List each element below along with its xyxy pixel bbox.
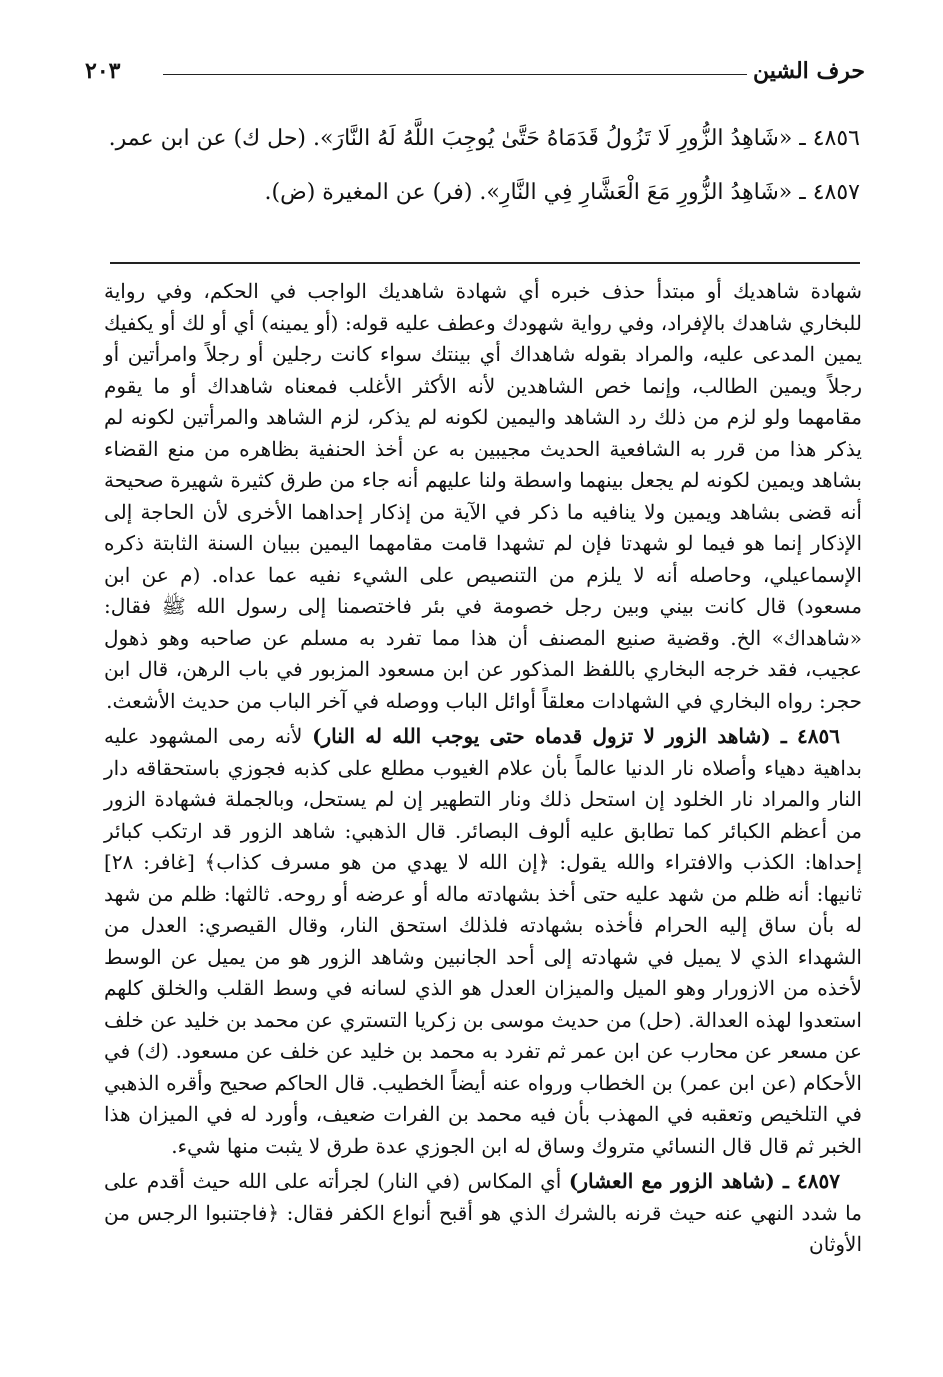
- section-divider: [110, 262, 860, 264]
- commentary-paragraph-3: [104, 1166, 862, 1261]
- commentary-paragraph-1: شهادة شاهديك أو مبتدأ حذف خبره أي شهادة شاهديك الواجب في الحكم، وفي رواية للبخاري شاهدك بالإفراد، وفي رواية شهودك وعطف عليه قوله: (أو يمينه) أي أو لك أو يكفيك يمين المدعى عليه، والمراد بقوله شاهداك أي بينتك سواء كانت رجلين أو رجلاً وامرأتين أو رجلاً ويمين الطالب، وإنما خص الشاهدين لأنه الأكثر الأغلب فمعناه شاهداك أو ما يقوم مقامهما ولو لزم من ذلك رد الشاهد واليمين لكونه لم يذكر، لزم الشاهد والمرأتين لكونه لم يذكر هذا من قرر به الشافعية الحديث مجيبين به عن أخذ الحنفية بظاهره من منع القضاء بشاهد ويمين لكونه لم يجعل بينهما واسطة ولنا عليهم أنه جاء من طرق كثيرة شهيرة صحيحة أنه قضى بشاهد ويمين ولا ينافيه ما ذكر في الآية من إذكار إحداهما الأخرى لأن الحاجة إلى الإذكار إنما هو فيما لو شهدتا فإن لم تشهدا قامت مقامهما اليمين ببيان السنة الثابتة ذكره الإسماعيلي، وحاصله أنه لا يلزم من التنصيص على الشيء نفيه عما عداه. (م عن ابن مسعود) قال كانت بيني وبين رجل خصومة في بئر فاختصمنا إلى رسول الله ﷺ فقال: «شاهداك» الخ. وقضية صنيع المصنف أن هذا مما تفرد به مسلم عن صاحبه وهو ذهول عجيب، فقد خرجه البخاري باللفظ المذكور عن ابن مسعود المزبور في باب الرهن، قال ابن حجر: رواه البخاري في الشهادات معلقاً أوائل الباب ووصله في آخر الباب من حديث الأشعث.: [104, 279, 862, 713]
- hadith-number: ٤٨٥٦ ـ: [799, 126, 860, 151]
- page-header: [85, 52, 865, 92]
- header-rule: [163, 74, 747, 75]
- commentary-heading-4856: ٤٨٥٦ ـ (شاهد الزور لا تزول قدماه حتى يوجب الله له النار): [312, 724, 840, 748]
- commentary-body-4857: أي المكاس (في النار) لجرأته على الله حيث أقدم على ما شدد النهي عنه حيث قرنه بالشرك الذي هو أقبح أنواع الكفر فقال: ﴿فاجتنبوا الرجس من الأوثان: [104, 1169, 862, 1256]
- page-number: ٢٠٣: [85, 58, 121, 84]
- commentary-body-4856: لأنه رمى المشهود عليه بداهية دهياء وأصلاه نار الدنيا عالماً بأن علام الغيوب مطلع على كذبه فجوزي باستحقاقه دار النار والمراد نار الخلود إن استحل ذلك ونار التطهير إن لم يستحل، وبالجملة فشهادة الزور من أعظم الكبائر كما تطابق عليه ألوف البصائر. قال الذهبي: شاهد الزور قد ارتكب كبائر إحداها: الكذب والافتراء والله يقول: ﴿إن الله لا يهدي من هو مسرف كذاب﴾ [غافر: ٢٨] ثانيها: أنه ظلم من شهد عليه حتى أخذ بشهادته ماله أو عرضه أو روحه. ثالثها: ظلم من شهد له بأن ساق إليه الحرام فأخذه بشهادته فلذلك استحق النار، وقال القيصري: العدل من الشهداء الذي لا يميل في شهادته إلى أحد الجانبين وشاهد الزور هو من يميل عن الوسط لأخذه من الازورار وهو الميل والميزان العدل هو الذي لسانه في وسط القلب والخلق كلهم استعدوا لهذه العدالة. (حل) من حديث موسى بن زكريا التستري عن محمد بن خليد عن خلف عن مسعر عن محارب عن ابن عمر ثم تفرد به محمد بن خليد عن خلف عن مسعود. (ك) في الأحكام (عن ابن عمر) بن الخطاب ورواه عنه أيضاً الخطيب. قال الحاكم صحيح وأقره الذهبي في التلخيص وتعقبه في المهذب بأن فيه محمد بن الفرات ضعيف، وأورد له في الميزان هذا الخبر ثم قال قال النسائي متروك وساق له ابن الجوزي عدة طرق لا يثبت منها شيء.: [104, 724, 862, 1158]
- commentary: [104, 276, 862, 1265]
- chapter-title: حرف الشين: [752, 58, 865, 84]
- hadith-number: ٤٨٥٧ ـ: [799, 180, 860, 205]
- hadith-text: «شَاهِدُ الزُّورِ لَا تَزُولُ قَدَمَاهُ حَتَّىٰ يُوجِبَ اللَّهُ لَهُ النَّارَ». (حل ك) عن ابن عمر.: [108, 126, 793, 151]
- hadith-text: «شَاهِدُ الزُّورِ مَعَ الْعَشَّارِ فِي النَّارِ». (فر) عن المغيرة (ض).: [264, 180, 793, 205]
- commentary-heading-4857: ٤٨٥٧ ـ (شاهد الزور مع العشار): [568, 1169, 841, 1193]
- hadith-texts: [108, 112, 860, 220]
- hadith-4857: [108, 166, 860, 220]
- hadith-4856: [108, 112, 860, 166]
- commentary-paragraph-2: [104, 721, 862, 1162]
